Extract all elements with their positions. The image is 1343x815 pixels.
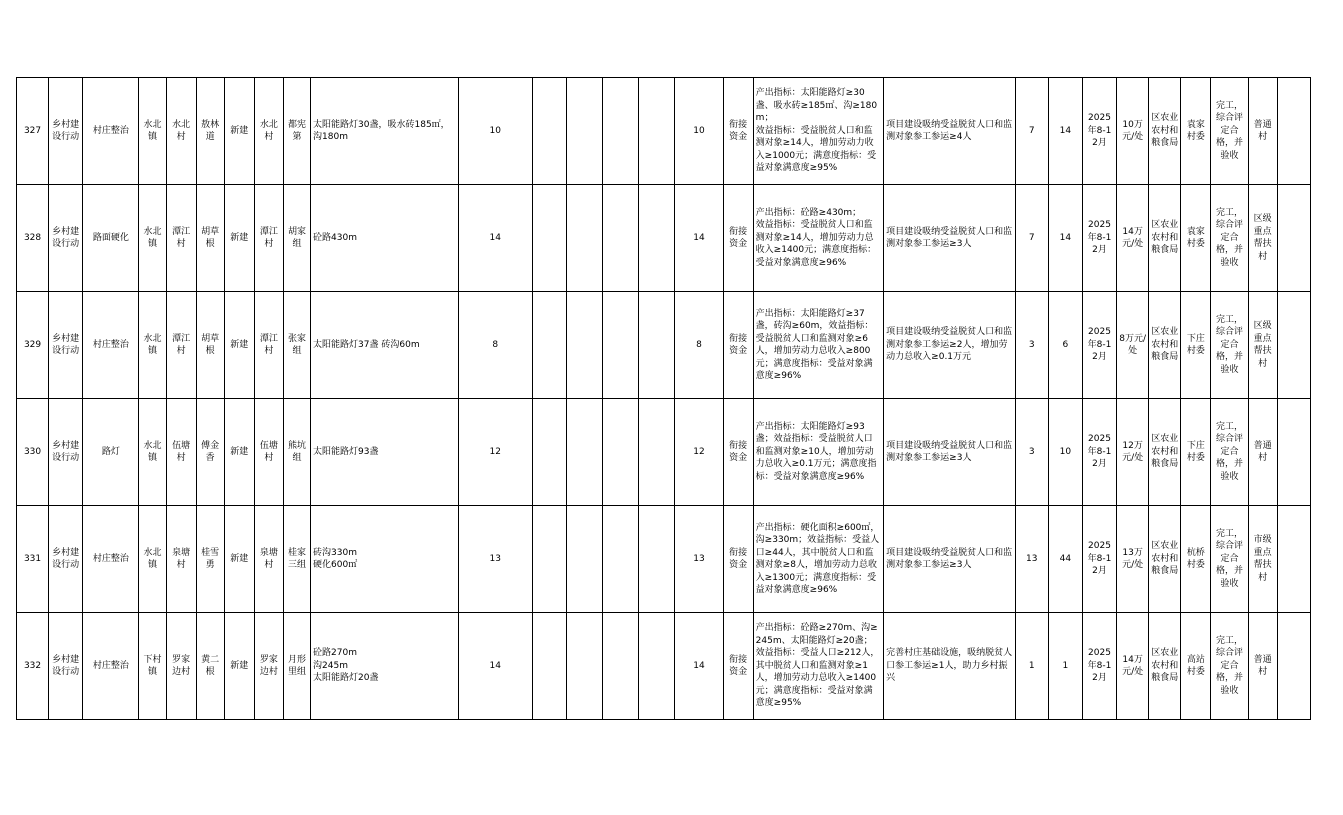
village-type-cell: 普通村 [1248, 399, 1277, 506]
benefit-mechanism-cell: 完善村庄基础设施，吸纳脱贫人口参工参运≥1人，助力乡村振兴 [884, 613, 1016, 720]
village-cell: 泉塘村 [166, 506, 196, 613]
village-cell: 潭江村 [166, 185, 196, 292]
implementing-unit-cell: 下庄村委 [1181, 399, 1211, 506]
construction-nature-cell: 新建 [224, 613, 254, 720]
category-cell: 乡村建设行动 [49, 613, 83, 720]
benefit-mechanism-cell: 项目建设吸纳受益脱贫人口和监测对象参工参运≥3人 [884, 506, 1016, 613]
benefit-mechanism-cell: 项目建设吸纳受益脱贫人口和监测对象参工参运≥2人，增加劳动力总收入≥0.1万元 [884, 292, 1016, 399]
blank-cell [1277, 399, 1310, 506]
town-cell: 水北镇 [139, 506, 166, 613]
construction-content-cell: 砼路430m [311, 185, 459, 292]
performance-indicators-cell: 产出指标：太阳能路灯≥93盏；效益指标：受益脱贫人口和监测对象≥10人，增加劳动力总收入≥0.1万元；满意度指标：受益对象满意度≥96% [753, 399, 884, 506]
table-row [17, 185, 1311, 292]
subsidy-standard-cell: 13万元/处 [1117, 506, 1149, 613]
village-type-cell: 区级重点帮扶村 [1248, 292, 1277, 399]
town-cell: 水北镇 [139, 399, 166, 506]
beneficiary-count-cell: 14 [1048, 185, 1082, 292]
blank-cell [567, 506, 603, 613]
fund-type-cell: 衔接资金 [723, 506, 753, 613]
construction-period-cell: 2025年8-12月 [1082, 185, 1116, 292]
row-number: 328 [17, 185, 49, 292]
fund-type-cell: 衔接资金 [723, 399, 753, 506]
contact-person-cell: 黄二根 [196, 613, 224, 720]
implementing-unit-cell: 袁家村委 [1181, 78, 1211, 185]
project-type-cell: 村庄整治 [83, 292, 139, 399]
fund-amount-cell: 8 [675, 292, 723, 399]
implementing-unit-cell: 袁家村委 [1181, 185, 1211, 292]
construction-period-cell: 2025年8-12月 [1082, 292, 1116, 399]
blank-cell [639, 613, 675, 720]
blank-cell [1277, 506, 1310, 613]
site-group-cell: 胡家组 [283, 185, 310, 292]
row-number: 332 [17, 613, 49, 720]
total-investment-cell: 8 [458, 292, 532, 399]
category-cell: 乡村建设行动 [49, 185, 83, 292]
construction-period-cell: 2025年8-12月 [1082, 506, 1116, 613]
construction-content-cell: 太阳能路灯37盏 砖沟60m [311, 292, 459, 399]
project-type-cell: 村庄整治 [83, 78, 139, 185]
benefit-mechanism-cell: 项目建设吸纳受益脱贫人口和监测对象参工参运≥3人 [884, 399, 1016, 506]
village-type-cell: 市级重点帮扶村 [1248, 506, 1277, 613]
project-table [16, 77, 1311, 720]
poor-beneficiary-count-cell: 7 [1015, 78, 1048, 185]
fund-amount-cell: 10 [675, 78, 723, 185]
poor-beneficiary-count-cell: 3 [1015, 399, 1048, 506]
row-number: 327 [17, 78, 49, 185]
construction-nature-cell: 新建 [224, 292, 254, 399]
table-row [17, 506, 1311, 613]
fund-type-cell: 衔接资金 [723, 292, 753, 399]
village-type-cell: 普通村 [1248, 78, 1277, 185]
construction-content-cell: 太阳能路灯30盏，吸水砖185㎡，沟180m [311, 78, 459, 185]
site-village-cell: 潭江村 [254, 292, 283, 399]
blank-cell [1277, 613, 1310, 720]
blank-cell [603, 292, 639, 399]
fund-type-cell: 衔接资金 [723, 78, 753, 185]
supervising-department-cell: 区农业农村和粮食局 [1149, 399, 1181, 506]
performance-indicators-cell: 产出指标：硬化面积≥600㎡，沟≥330m；效益指标：受益人口≥44人，其中脱贫人口和监测对象≥8人，增加劳动力总收入≥1300元；满意度指标：受益对象满意度≥96% [753, 506, 884, 613]
town-cell: 水北镇 [139, 185, 166, 292]
fund-amount-cell: 14 [675, 613, 723, 720]
blank-cell [567, 613, 603, 720]
site-village-cell: 罗家边村 [254, 613, 283, 720]
fund-amount-cell: 13 [675, 506, 723, 613]
contact-person-cell: 胡草根 [196, 185, 224, 292]
blank-cell [567, 185, 603, 292]
site-group-cell: 月形里组 [283, 613, 310, 720]
site-village-cell: 潭江村 [254, 185, 283, 292]
construction-nature-cell: 新建 [224, 78, 254, 185]
total-investment-cell: 13 [458, 506, 532, 613]
acceptance-standard-cell: 完工，综合评定合格，并验收 [1211, 613, 1248, 720]
village-cell: 水北村 [166, 78, 196, 185]
fund-type-cell: 衔接资金 [723, 185, 753, 292]
village-cell: 潭江村 [166, 292, 196, 399]
construction-content-cell: 砼路270m 沟245m 太阳能路灯20盏 [311, 613, 459, 720]
subsidy-standard-cell: 8万元/处 [1117, 292, 1149, 399]
total-investment-cell: 14 [458, 185, 532, 292]
row-number: 330 [17, 399, 49, 506]
poor-beneficiary-count-cell: 3 [1015, 292, 1048, 399]
blank-cell [1277, 292, 1310, 399]
construction-nature-cell: 新建 [224, 185, 254, 292]
table-row [17, 78, 1311, 185]
contact-person-cell: 桂雪勇 [196, 506, 224, 613]
beneficiary-count-cell: 10 [1048, 399, 1082, 506]
acceptance-standard-cell: 完工，综合评定合格，并验收 [1211, 185, 1248, 292]
site-group-cell: 都宪第 [283, 78, 310, 185]
project-type-cell: 村庄整治 [83, 506, 139, 613]
town-cell: 水北镇 [139, 78, 166, 185]
performance-indicators-cell: 产出指标：太阳能路灯≥30盏、吸水砖≥185㎡、沟≥180m； 效益指标：受益脱贫人口和监测对象≥14人，增加劳动力收入≥1000元；满意度指标：受益对象满意度≥95% [753, 78, 884, 185]
blank-cell [639, 78, 675, 185]
blank-cell [532, 506, 566, 613]
supervising-department-cell: 区农业农村和粮食局 [1149, 506, 1181, 613]
implementing-unit-cell: 杭桥村委 [1181, 506, 1211, 613]
village-type-cell: 普通村 [1248, 613, 1277, 720]
subsidy-standard-cell: 14万元/处 [1117, 185, 1149, 292]
town-cell: 下村镇 [139, 613, 166, 720]
total-investment-cell: 14 [458, 613, 532, 720]
construction-nature-cell: 新建 [224, 506, 254, 613]
acceptance-standard-cell: 完工，综合评定合格，并验收 [1211, 78, 1248, 185]
total-investment-cell: 12 [458, 399, 532, 506]
blank-cell [639, 399, 675, 506]
table-row [17, 613, 1311, 720]
benefit-mechanism-cell: 项目建设吸纳受益脱贫人口和监测对象参工参运≥4人 [884, 78, 1016, 185]
site-group-cell: 张家组 [283, 292, 310, 399]
construction-period-cell: 2025年8-12月 [1082, 78, 1116, 185]
table-row [17, 292, 1311, 399]
blank-cell [1277, 78, 1310, 185]
supervising-department-cell: 区农业农村和粮食局 [1149, 185, 1181, 292]
construction-nature-cell: 新建 [224, 399, 254, 506]
village-type-cell: 区级重点帮扶村 [1248, 185, 1277, 292]
site-village-cell: 水北村 [254, 78, 283, 185]
beneficiary-count-cell: 14 [1048, 78, 1082, 185]
blank-cell [639, 185, 675, 292]
performance-indicators-cell: 产出指标：砼路≥270m、沟≥245m、太阳能路灯≥20盏；效益指标：受益人口≥212人，其中脱贫人口和监测对象≥1人，增加劳动力总收入≥1400元；满意度指标：受益对象满意度≥95% [753, 613, 884, 720]
village-cell: 伍塘村 [166, 399, 196, 506]
performance-indicators-cell: 产出指标：太阳能路灯≥37盏，砖沟≥60m，效益指标：受益脱贫人口和监测对象≥6人，增加劳动力总收入≥800元；满意度指标：受益对象满意度≥96% [753, 292, 884, 399]
blank-cell [532, 78, 566, 185]
blank-cell [603, 506, 639, 613]
project-type-cell: 村庄整治 [83, 613, 139, 720]
contact-person-cell: 胡草根 [196, 292, 224, 399]
construction-content-cell: 太阳能路灯93盏 [311, 399, 459, 506]
category-cell: 乡村建设行动 [49, 399, 83, 506]
category-cell: 乡村建设行动 [49, 292, 83, 399]
blank-cell [603, 399, 639, 506]
fund-amount-cell: 12 [675, 399, 723, 506]
row-number: 329 [17, 292, 49, 399]
subsidy-standard-cell: 14万元/处 [1117, 613, 1149, 720]
construction-content-cell: 砖沟330m 硬化600㎡ [311, 506, 459, 613]
fund-type-cell: 衔接资金 [723, 613, 753, 720]
contact-person-cell: 傅金香 [196, 399, 224, 506]
blank-cell [603, 613, 639, 720]
site-village-cell: 伍塘村 [254, 399, 283, 506]
beneficiary-count-cell: 44 [1048, 506, 1082, 613]
blank-cell [639, 292, 675, 399]
total-investment-cell: 10 [458, 78, 532, 185]
performance-indicators-cell: 产出指标：砼路≥430m； 效益指标：受益脱贫人口和监测对象≥14人，增加劳动力总收入≥1400元；满意度指标：受益对象满意度≥96% [753, 185, 884, 292]
subsidy-standard-cell: 10万元/处 [1117, 78, 1149, 185]
blank-cell [532, 613, 566, 720]
implementing-unit-cell: 下庄村委 [1181, 292, 1211, 399]
blank-cell [639, 506, 675, 613]
benefit-mechanism-cell: 项目建设吸纳受益脱贫人口和监测对象参工参运≥3人 [884, 185, 1016, 292]
blank-cell [603, 78, 639, 185]
implementing-unit-cell: 高站村委 [1181, 613, 1211, 720]
beneficiary-count-cell: 1 [1048, 613, 1082, 720]
supervising-department-cell: 区农业农村和粮食局 [1149, 613, 1181, 720]
blank-cell [603, 185, 639, 292]
site-group-cell: 桂家三组 [283, 506, 310, 613]
blank-cell [567, 292, 603, 399]
blank-cell [532, 292, 566, 399]
row-number: 331 [17, 506, 49, 613]
village-cell: 罗家边村 [166, 613, 196, 720]
site-group-cell: 熊坑组 [283, 399, 310, 506]
acceptance-standard-cell: 完工，综合评定合格，并验收 [1211, 506, 1248, 613]
blank-cell [1277, 185, 1310, 292]
acceptance-standard-cell: 完工，综合评定合格，并验收 [1211, 399, 1248, 506]
contact-person-cell: 敖林道 [196, 78, 224, 185]
beneficiary-count-cell: 6 [1048, 292, 1082, 399]
table-row [17, 399, 1311, 506]
poor-beneficiary-count-cell: 7 [1015, 185, 1048, 292]
supervising-department-cell: 区农业农村和粮食局 [1149, 78, 1181, 185]
blank-cell [567, 399, 603, 506]
construction-period-cell: 2025年8-12月 [1082, 613, 1116, 720]
subsidy-standard-cell: 12万元/处 [1117, 399, 1149, 506]
blank-cell [532, 399, 566, 506]
acceptance-standard-cell: 完工，综合评定合格，并验收 [1211, 292, 1248, 399]
category-cell: 乡村建设行动 [49, 506, 83, 613]
blank-cell [532, 185, 566, 292]
poor-beneficiary-count-cell: 1 [1015, 613, 1048, 720]
site-village-cell: 泉塘村 [254, 506, 283, 613]
project-type-cell: 路面硬化 [83, 185, 139, 292]
blank-cell [567, 78, 603, 185]
fund-amount-cell: 14 [675, 185, 723, 292]
town-cell: 水北镇 [139, 292, 166, 399]
poor-beneficiary-count-cell: 13 [1015, 506, 1048, 613]
construction-period-cell: 2025年8-12月 [1082, 399, 1116, 506]
supervising-department-cell: 区农业农村和粮食局 [1149, 292, 1181, 399]
project-type-cell: 路灯 [83, 399, 139, 506]
category-cell: 乡村建设行动 [49, 78, 83, 185]
